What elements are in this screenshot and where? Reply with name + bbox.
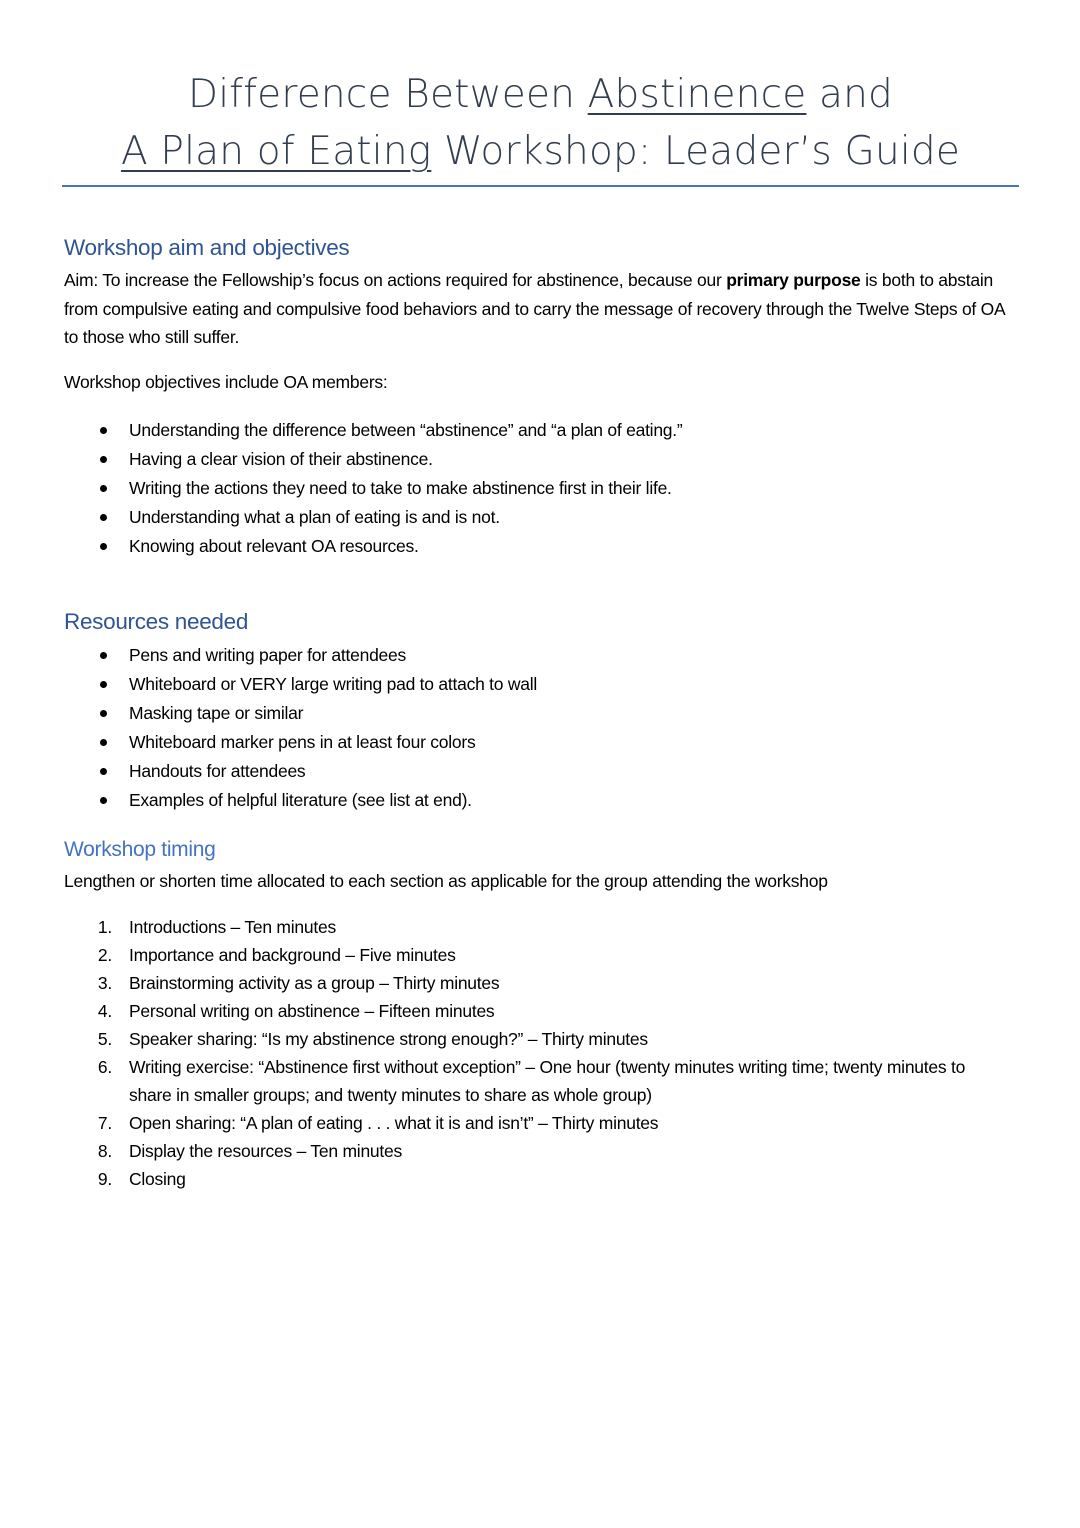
list-item-text: Introductions – Ten minutes <box>129 917 336 937</box>
list-item <box>0 670 1000 699</box>
title-line-2 <box>62 123 1019 180</box>
list-item-text: Understanding what a plan of eating is and is not. <box>129 507 500 527</box>
bullet-icon <box>100 681 107 688</box>
list-item <box>0 641 1000 670</box>
list-item-text: Masking tape or similar <box>129 703 304 723</box>
title-text: Difference Between <box>188 72 588 117</box>
heading-workshop-timing: Workshop timing <box>64 838 216 861</box>
bullet-icon <box>100 485 107 492</box>
list-item-text: Writing exercise: “Abstinence first without exception” – One hour (twenty minutes writing time; twenty minutes to share in smaller groups; and twenty minutes to share as whole group) <box>129 1057 966 1105</box>
list-item-text: Writing the actions they need to take to make abstinence first in their life. <box>129 478 672 498</box>
list-item-text: Whiteboard or VERY large writing pad to attach to wall <box>129 674 538 694</box>
list-number: 7. <box>97 1113 112 1133</box>
list-item <box>0 1165 1000 1193</box>
list-item-text: Personal writing on abstinence – Fifteen minutes <box>129 1001 495 1021</box>
list-item-text: Understanding the difference between “abstinence” and “a plan of eating.” <box>129 420 683 440</box>
bullet-icon <box>100 514 107 521</box>
aim-text: Aim: To increase the Fellowship’s focus on actions required for abstinence, because our <box>64 270 727 290</box>
bullet-icon <box>100 768 107 775</box>
title-underlined-plan-of-eating: A Plan of Eating <box>120 129 432 174</box>
list-item <box>0 969 1000 997</box>
list-item-text: Examples of helpful literature (see list at end). <box>129 790 472 810</box>
list-item <box>0 474 1000 503</box>
list-item <box>0 416 1000 445</box>
bullet-icon <box>100 456 107 463</box>
title-line-1 <box>62 66 1019 123</box>
list-item-text: Whiteboard marker pens in at least four colors <box>129 732 476 752</box>
list-item <box>0 1053 1000 1109</box>
list-item <box>0 1109 1000 1137</box>
title-underlined-abstinence: Abstinence <box>587 72 807 117</box>
list-item <box>0 786 1000 815</box>
list-item-text: Closing <box>129 1169 186 1189</box>
bullet-icon <box>100 739 107 746</box>
aim-bold-text: primary purpose <box>726 270 861 290</box>
list-item-text: Having a clear vision of their abstinence. <box>129 449 433 469</box>
list-item <box>0 445 1000 474</box>
list-item <box>0 728 1000 757</box>
bullet-icon <box>100 427 107 434</box>
list-item-text: Pens and writing paper for attendees <box>129 645 407 665</box>
list-item-text: Knowing about relevant OA resources. <box>129 536 419 556</box>
list-item-text: Handouts for attendees <box>129 761 306 781</box>
list-number: 1. <box>97 917 112 937</box>
title-text: Workshop: Leader’s Guide <box>431 129 961 174</box>
list-item-text: Brainstorming activity as a group – Thirty minutes <box>129 973 500 993</box>
list-item-text: Open sharing: “A plan of eating . . . what it is and isn’t” – Thirty minutes <box>129 1113 659 1133</box>
aim-paragraph <box>64 266 1014 352</box>
bullet-icon <box>100 652 107 659</box>
list-item <box>0 1137 1000 1165</box>
objectives-intro: Workshop objectives include OA members: <box>64 372 388 392</box>
list-item <box>0 997 1000 1025</box>
list-item <box>0 1025 1000 1053</box>
timing-list <box>0 913 1000 1193</box>
list-item-text: Speaker sharing: “Is my abstinence strong enough?” – Thirty minutes <box>129 1029 648 1049</box>
objectives-list <box>0 416 1000 561</box>
list-number: 4. <box>97 1001 112 1021</box>
list-item <box>0 941 1000 969</box>
list-number: 8. <box>97 1141 112 1161</box>
bullet-icon <box>100 710 107 717</box>
aim-text: is both to abstain from compulsive eating and compulsive food behaviors and to carry the message of recovery through the Twelve Steps of OA to those who still suffer. <box>64 270 1005 347</box>
title-divider <box>62 185 1019 187</box>
list-item <box>0 913 1000 941</box>
list-item-text: Display the resources – Ten minutes <box>129 1141 403 1161</box>
resources-list <box>0 641 1000 815</box>
bullet-icon <box>100 543 107 550</box>
list-number: 2. <box>97 945 112 965</box>
list-number: 9. <box>97 1169 112 1189</box>
list-number: 6. <box>97 1057 112 1077</box>
list-item <box>0 503 1000 532</box>
list-number: 3. <box>97 973 112 993</box>
list-number: 5. <box>97 1029 112 1049</box>
timing-intro: Lengthen or shorten time allocated to each section as applicable for the group attending the workshop <box>64 871 828 891</box>
title-text: and <box>806 72 893 117</box>
document-title <box>62 66 1019 180</box>
list-item-text: Importance and background – Five minutes <box>129 945 456 965</box>
heading-resources-needed: Resources needed <box>64 609 249 634</box>
list-item <box>0 532 1000 561</box>
list-item <box>0 699 1000 728</box>
list-item <box>0 757 1000 786</box>
heading-workshop-aim: Workshop aim and objectives <box>64 235 350 260</box>
bullet-icon <box>100 797 107 804</box>
